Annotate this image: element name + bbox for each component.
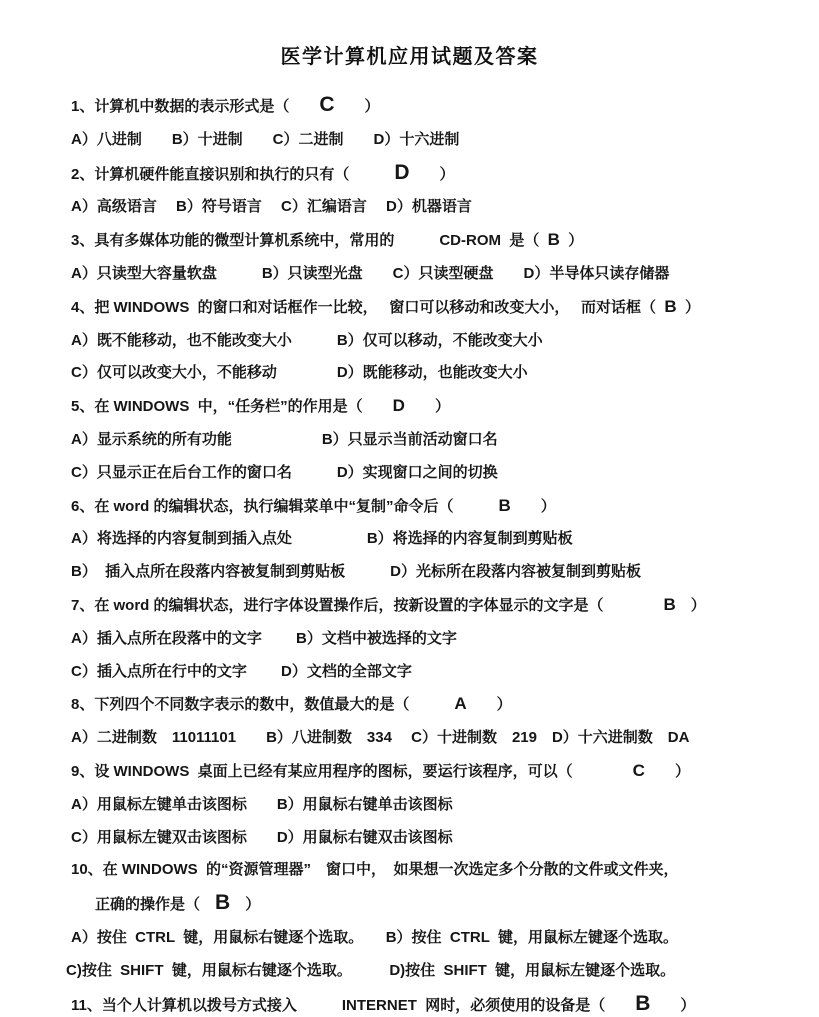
- question-7-options-cd: C）插入点所在行中的文字 D）文档的全部文字: [71, 662, 412, 680]
- question-text-after: ）: [230, 896, 261, 914]
- question-text: 9、设 WINDOWS 桌面上已经有某应用程序的图标，要运行该程序，可以（: [71, 762, 633, 780]
- question-text-after: ）: [334, 98, 380, 115]
- question-5: [71, 390, 799, 424]
- question-7: [71, 589, 799, 623]
- question-6: [71, 490, 799, 524]
- question-text: 正确的操作是（: [95, 896, 216, 914]
- answer-letter: B: [547, 230, 560, 250]
- question-10-line-1: 10、在 WINDOWS 的“资源管理器” 窗口中， 如果想一次选定多个分散的文件或文件夹，: [71, 861, 679, 879]
- answer-letter: C: [319, 93, 335, 116]
- question-text-after: ）: [510, 497, 556, 515]
- question-text-after: ）: [644, 762, 690, 780]
- answer-letter: B: [663, 594, 676, 614]
- question-text: 8、下列四个不同数字表示的数中，数值最大的是（: [71, 696, 455, 714]
- document-body: [0, 89, 819, 1017]
- question-1: [71, 89, 799, 124]
- question-9: [71, 755, 799, 789]
- document-title: 医学计算机应用试题及答案: [280, 46, 539, 68]
- question-2-options: A）高级语言 B）符号语言 C）汇编语言 D）机器语言: [71, 198, 472, 216]
- question-10-options-cd: C)按住 SHIFT 键，用鼠标右键逐个选取。 D)按住 SHIFT 键，用鼠标左键逐个选取。: [66, 961, 676, 979]
- question-text: 4、把 WINDOWS 的窗口和对话框作一比较， 窗口可以移动和改变大小， 而对话框（: [71, 298, 665, 316]
- question-text-after: ）: [409, 165, 455, 183]
- question-8-options: A）二进制数 11011101 B）八进制数 334 C）十进制数 219 D）十六进制数 DA: [71, 729, 690, 747]
- question-text: 2、计算机硬件能直接识别和执行的只有（: [71, 165, 395, 183]
- question-3: [71, 224, 799, 258]
- answer-letter: C: [632, 760, 645, 780]
- answer-letter: B: [498, 495, 511, 515]
- question-10-options-ab: A）按住 CTRL 键，用鼠标右键逐个选取。 B）按住 CTRL 键，用鼠标左键逐个选取。: [71, 928, 678, 946]
- question-text-after: ）: [466, 696, 512, 714]
- question-text-after: ）: [650, 996, 696, 1014]
- question-4-options-cd: C）仅可以改变大小，不能移动 D）既能移动，也能改变大小: [71, 364, 528, 382]
- question-9-options-ab: A）用鼠标左键单击该图标 B）用鼠标右键单击该图标: [71, 795, 453, 813]
- question-7-options-ab: A）插入点所在段落中的文字 B）文档中被选择的文字: [71, 629, 457, 647]
- question-text: 1、计算机中数据的表示形式是（: [71, 98, 320, 115]
- question-text: 6、在 word 的编辑状态，执行编辑菜单中“复制”命令后（: [71, 497, 499, 515]
- question-6-options-bd: B） 插入点所在段落内容被复制到剪贴板 D）光标所在段落内容被复制到剪贴板: [71, 563, 642, 581]
- question-11: [71, 988, 799, 1017]
- answer-letter: D: [392, 396, 405, 416]
- question-text: 11、当个人计算机以拨号方式接入 INTERNET 网时，必须使用的设备是（: [71, 996, 636, 1014]
- question-text-after: ）: [404, 398, 450, 416]
- question-6-options-ab: A）将选择的内容复制到插入点处 B）将选择的内容复制到剪贴板: [71, 530, 573, 548]
- question-10-line-2: [71, 887, 799, 922]
- question-text: 7、在 word 的编辑状态，进行字体设置操作后，按新设置的字体显示的文字是（: [71, 596, 664, 614]
- answer-letter: D: [394, 160, 410, 184]
- question-5-options-ab: A）显示系统的所有功能 B）只显示当前活动窗口名: [71, 430, 498, 448]
- question-8: [71, 688, 799, 722]
- question-1-options: A）八进制 B）十进制 C）二进制 D）十六进制: [71, 130, 460, 148]
- question-text-after: ）: [676, 298, 700, 316]
- answer-letter: B: [664, 296, 677, 316]
- question-5-options-cd: C）只显示正在后台工作的窗口名 D）实现窗口之间的切换: [71, 463, 498, 481]
- answer-letter: B: [635, 991, 651, 1015]
- question-text-after: ）: [559, 232, 584, 250]
- question-4: [71, 291, 799, 325]
- question-3-options: A）只读型大容量软盘 B）只读型光盘 C）只读型硬盘 D）半导体只读存储器: [71, 264, 670, 282]
- question-text-after: ）: [675, 596, 706, 614]
- answer-letter: B: [215, 891, 231, 915]
- question-4-options-ab: A）既不能移动，也不能改变大小 B）仅可以移动，不能改变大小: [71, 331, 543, 349]
- question-text: 5、在 WINDOWS 中，“任务栏”的作用是（: [71, 398, 393, 416]
- question-text: 3、具有多媒体功能的微型计算机系统中，常用的 CD-ROM 是（: [71, 232, 548, 250]
- answer-letter: A: [454, 694, 467, 714]
- question-2: [71, 157, 799, 192]
- question-9-options-cd: C）用鼠标左键双击该图标 D）用鼠标右键双击该图标: [71, 828, 453, 846]
